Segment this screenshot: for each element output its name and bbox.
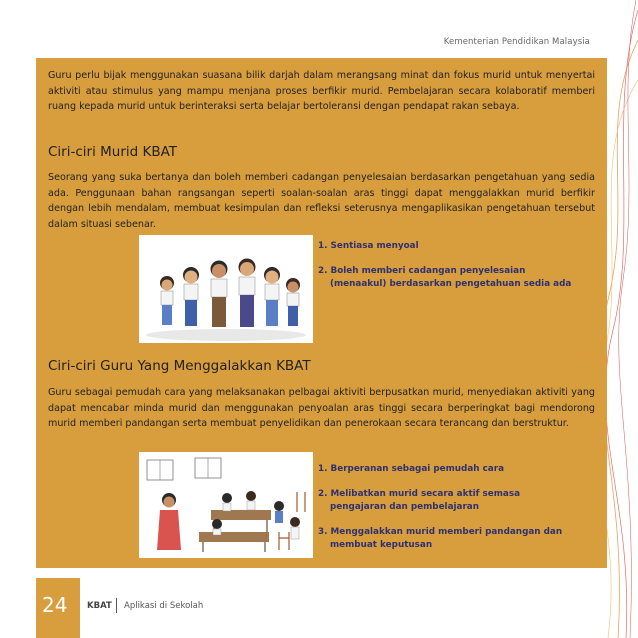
footer-title: KBAT bbox=[87, 601, 112, 611]
footer-subtitle: Aplikasi di Sekolah bbox=[124, 601, 204, 611]
classroom-illustration bbox=[139, 452, 313, 558]
students-illustration bbox=[139, 235, 313, 343]
footer-separator bbox=[116, 598, 117, 613]
section2-title: Ciri-ciri Guru Yang Menggalakkan KBAT bbox=[48, 358, 311, 374]
section2-point: 1. Berperanan sebagai pemudah cara bbox=[318, 464, 505, 474]
section2-body: Guru sebagai pemudah cara yang melaksanakan pelbagai aktiviti berpusatkan murid, menyediakan aktiviti yang dapat mencabar minda murid dan menggunakan penyoalan aras tinggi secara berperingkat bagi mendorong murid memberi pandangan serta membuat penyelidikan dan penerokaan secara terancang dan berstruktur. bbox=[48, 387, 595, 429]
section2-point: 2. Melibatkan murid secara aktif semasa pengajaran dan pembelajaran bbox=[318, 489, 521, 512]
section2-points bbox=[318, 463, 578, 564]
header-ministry: Kementerian Pendidikan Malaysia bbox=[443, 37, 590, 47]
section1-point: 2. Boleh memberi cadangan penyelesaian (menaakul) berdasarkan pengetahuan sedia ada bbox=[318, 266, 572, 289]
section2-point: 3. Menggalakkan murid memberi pandangan dan membuat keputusan bbox=[318, 527, 563, 550]
section1-title: Ciri-ciri Murid KBAT bbox=[48, 144, 178, 160]
section1-body: Seorang yang suka bertanya dan boleh memberi cadangan penyelesaian berdasarkan pengetahuan yang sedia ada. Penggunaan bahan rangsangan seperti soalan-soalan aras tinggi dapat menggalakkan murid berfikir dengan lebih mendalam, membuat kesimpulan dan refleksi seterusnya mengaplikasikan pengetahuan tersebut dalam situasi sebenar. bbox=[48, 172, 595, 230]
page-number: 24 bbox=[42, 593, 68, 617]
section1-points bbox=[318, 240, 578, 303]
content-panel bbox=[36, 58, 607, 568]
intro-paragraph: Guru perlu bijak menggunakan suasana bilik darjah dalam merangsang minat dan fokus murid untuk menyertai aktiviti atau stimulus yang mampu menjana proses berfikir murid. Pembelajaran secara kolaboratif memberi ruang kepada murid untuk berinteraksi serta belajar bertoleransi dengan pendapat rakan sebaya. bbox=[48, 70, 595, 112]
section1-point: 1. Sentiasa menyoal bbox=[318, 241, 419, 251]
